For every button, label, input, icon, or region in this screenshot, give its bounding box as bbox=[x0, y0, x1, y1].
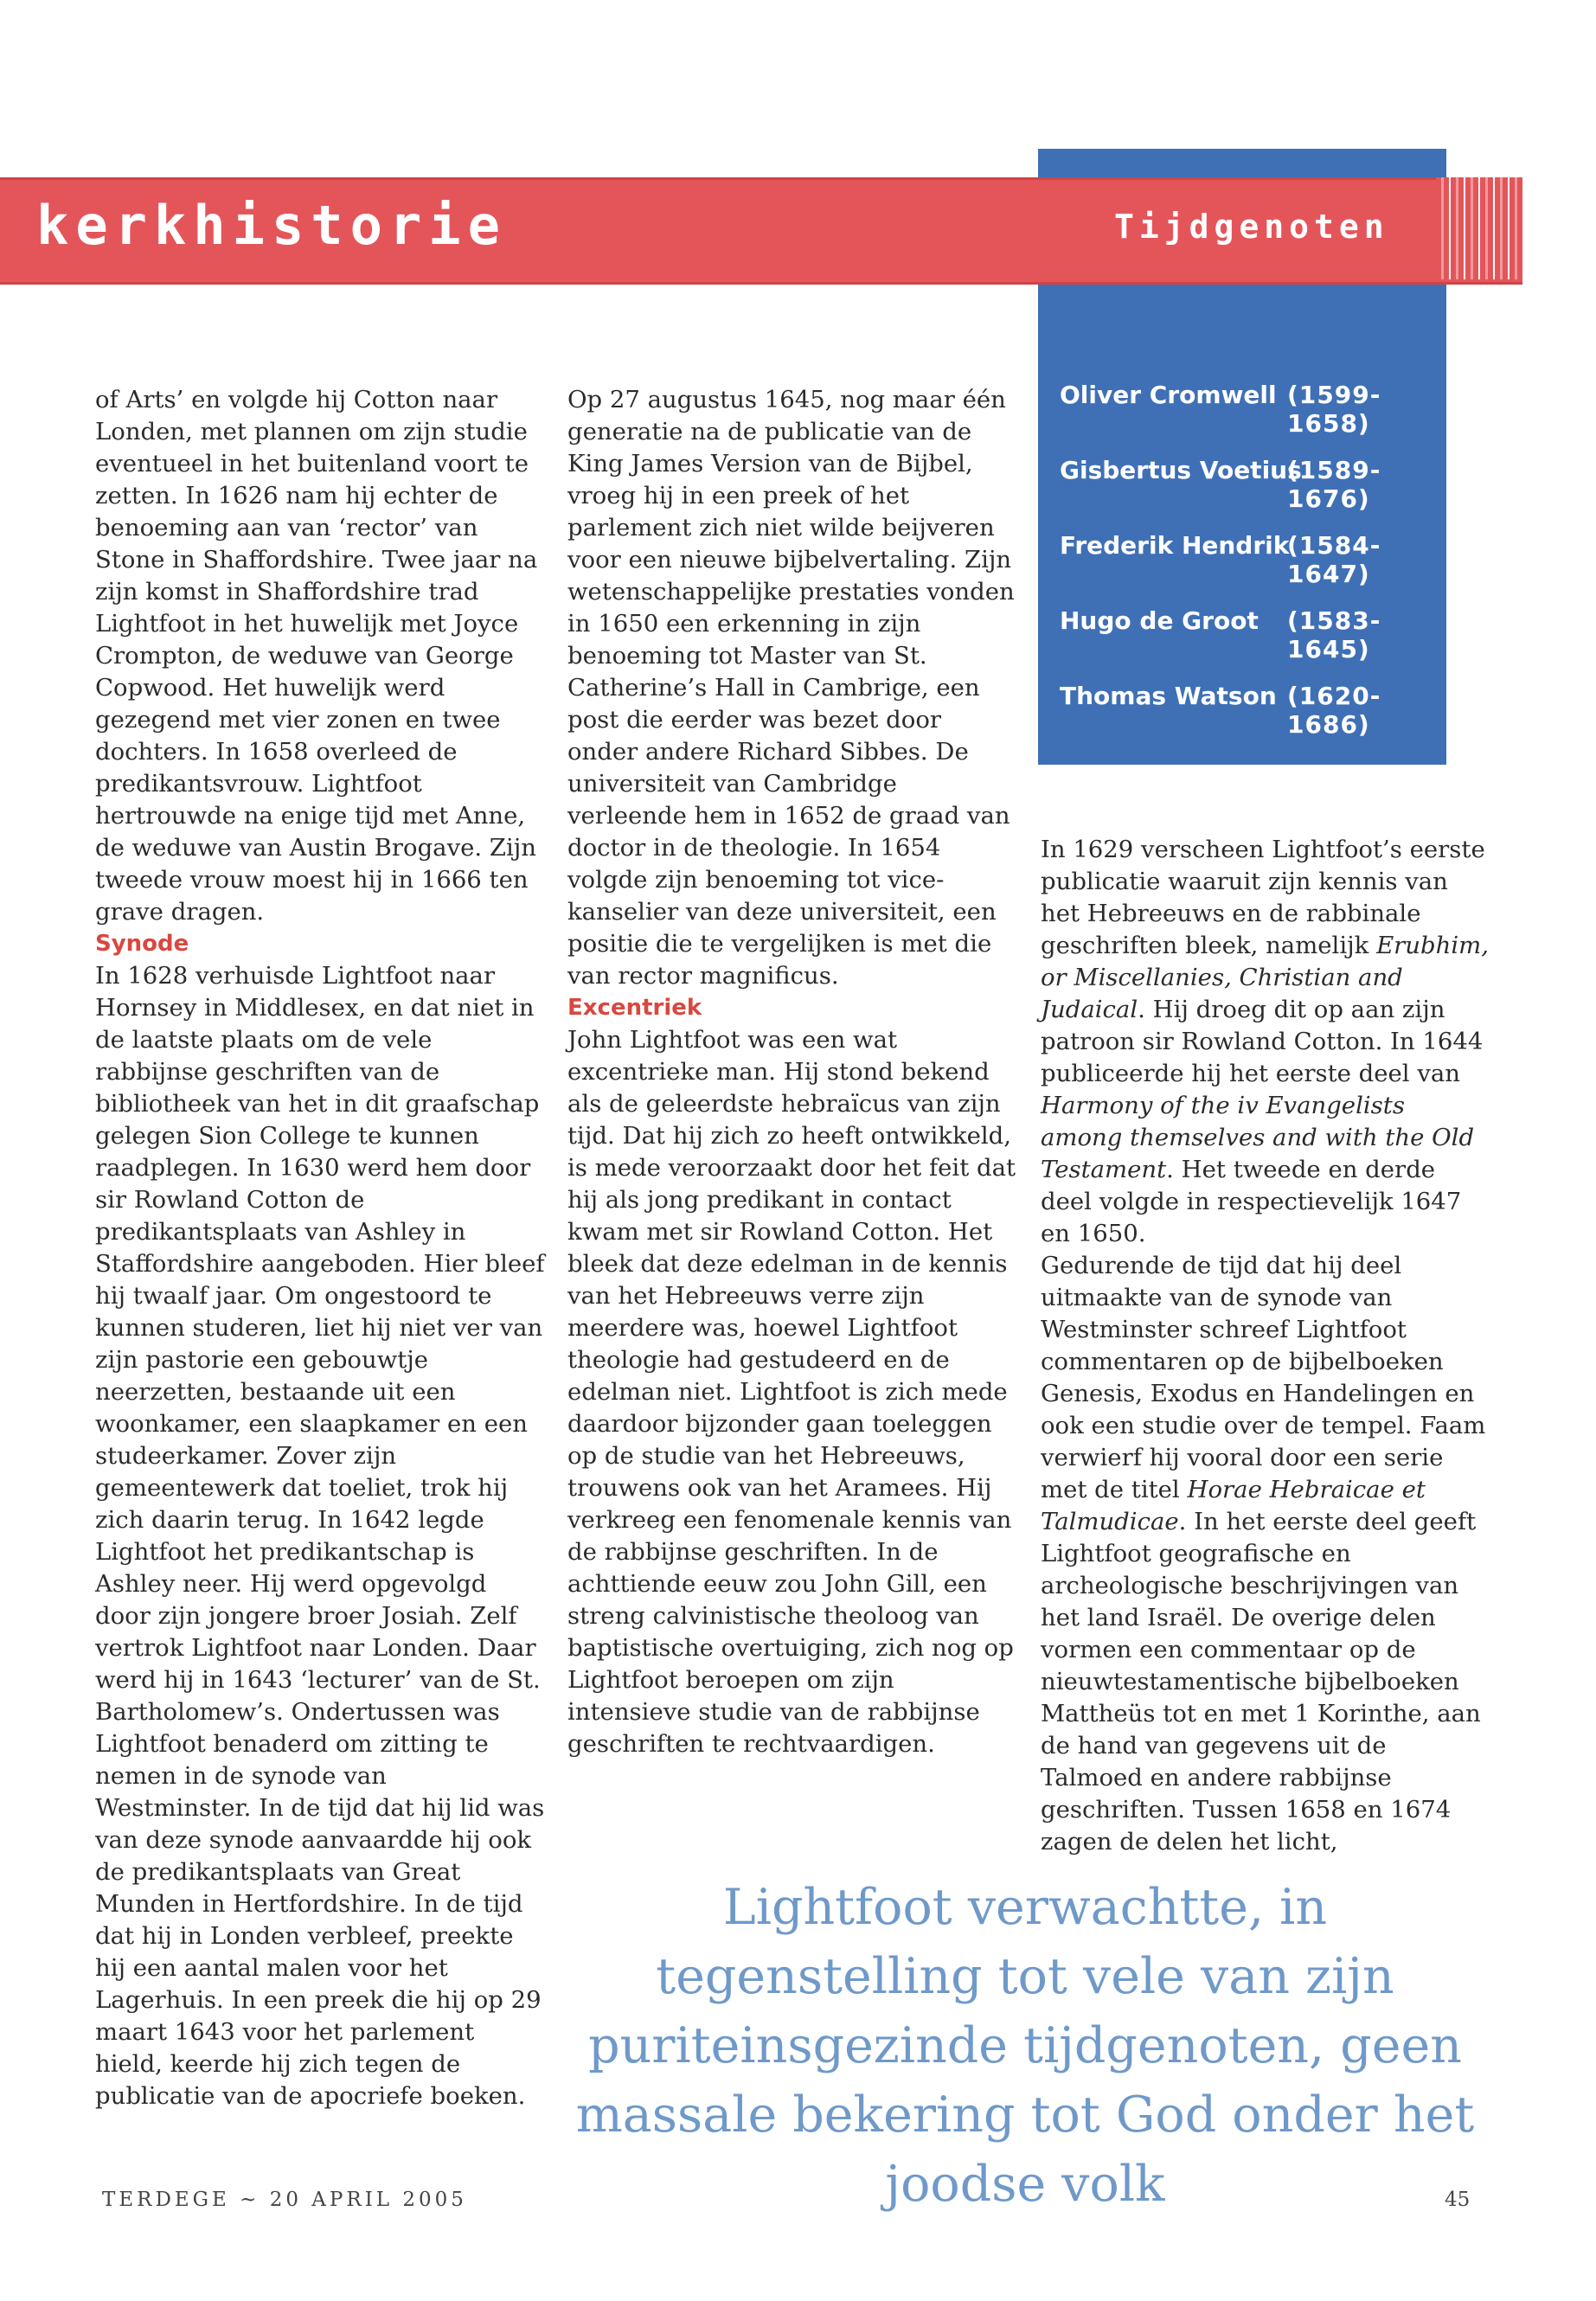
pull-quote: Lightfoot verwachtte, in tegenstelling tot vele van zijn puriteinsgezinde tijdgenoten, geen massale bekering tot God onder het joodse volk bbox=[575, 1879, 1475, 2213]
paragraph bbox=[1041, 834, 1490, 1250]
subheading-synode: Synode bbox=[95, 931, 189, 957]
list-item bbox=[1057, 456, 1438, 531]
list-item bbox=[1057, 381, 1438, 456]
contemporary-name: Hugo de Groot bbox=[1060, 606, 1259, 635]
sidebar-title: Tijdgenoten bbox=[1114, 208, 1389, 246]
contemporary-years: (1584-1647) bbox=[1287, 531, 1381, 588]
paragraph: Op 27 augustus 1645, nog maar één generatie na de publicatie van de King James Version van de Bijbel, vroeg hij in een preek of het parlement zich niet wilde beijveren voor een nieuwe bijbelvertaling. Zijn wetenschappelijke prestaties vonden in 1650 een erkenning in zijn benoeming tot Master van St. Catherine’s Hall in Cambrige, een post die eerder was bezet door onder andere Richard Sibbes. De universiteit van Cambridge verleende hem in 1652 de graad van doctor in de theologie. In 1654 volgde zijn benoeming tot vice-kanselier van deze universiteit, een positie die te vergelijken is met die van rector magnificus. bbox=[567, 386, 1015, 990]
contemporary-years: (1589-1676) bbox=[1287, 456, 1381, 513]
footer-publication: TERDEGE ~ 20 APRIL 2005 bbox=[102, 2189, 467, 2211]
paragraph bbox=[1041, 1250, 1490, 1858]
article-column-1 bbox=[95, 384, 545, 2112]
list-item bbox=[1057, 606, 1438, 682]
text-run: . In het eerste deel geeft Lightfoot geografische en archeologische beschrijvingen van het land Israël. De overige delen vormen een commentaar op de nieuwtestamentische bijbelboeken Mattheüs tot en met 1 Korinthe, aan de hand van gegevens uit de Talmoed en andere rabbijnse geschriften. Tussen 1658 en 1674 zagen de delen het licht, bbox=[1041, 1508, 1481, 1856]
section-title: kerkhistorie bbox=[36, 194, 507, 257]
contemporary-years: (1620-1686) bbox=[1287, 682, 1381, 739]
contemporary-years: (1599-1658) bbox=[1287, 381, 1381, 438]
subheading-excentriek: Excentriek bbox=[567, 995, 702, 1021]
page-number: 45 bbox=[1445, 2189, 1471, 2211]
article-column-2 bbox=[567, 384, 1017, 1760]
paragraph: of Arts’ en volgde hij Cotton naar Londen, met plannen om zijn studie eventueel in het buitenland voort te zetten. In 1626 nam hij echter de benoeming aan van ‘rector’ van Stone in Shaffordshire. Twee jaar na zijn komst in Shaffordshire trad Lightfoot in het huwelijk met Joyce Crompton, de weduwe van George Copwood. Het huwelijk werd gezegend met vier zonen en twee dochters. In 1658 overleed de predikantsvrouw. Lightfoot hertrouwde na enige tijd met Anne, de weduwe van Austin Brogave. Zijn tweede vrouw moest hij in 1666 ten grave dragen. bbox=[95, 386, 538, 926]
text-run: Gedurende de tijd dat hij deel uitmaakte van de synode van Westminster schreef Lightfoot commentaren op de bijbelboeken Genesis, Exodus en Handelingen en ook een studie over de tempel. Faam verwierf hij vooral door een serie met de titel bbox=[1041, 1252, 1486, 1503]
contemporary-name: Frederik Hendrik bbox=[1060, 531, 1290, 560]
contemporaries-list bbox=[1057, 381, 1438, 757]
contemporary-name: Oliver Cromwell bbox=[1060, 381, 1277, 409]
text-run: . Hij droeg dit op aan zijn patroon sir Rowland Cotton. In 1644 publiceerde hij het eerste deel van bbox=[1041, 996, 1484, 1087]
list-item bbox=[1057, 682, 1438, 757]
paragraph: In 1628 verhuisde Lightfoot naar Hornsey in Middlesex, en dat niet in de laatste plaats om de vele rabbijnse geschriften van de bibliotheek van het in dit graafschap gelegen Sion College te kunnen raadplegen. In 1630 werd hem door sir Rowland Cotton de predikantsplaats van Ashley in Staffordshire aangeboden. Hier bleef hij twaalf jaar. Om ongestoord te kunnen studeren, liet hij niet ver van zijn pastorie een gebouwtje neerzetten, bestaande uit een woonkamer, een slaapkamer en een studeerkamer. Zover zijn gemeentewerk dat toeliet, trok hij zich daarin terug. In 1642 legde Lightfoot het predikantschap is Ashley neer. Hij werd opgevolgd door zijn jongere broer Josiah. Zelf vertrok Lightfoot naar Londen. Daar werd hij in 1643 ‘lecturer’ van de St. Bartholomew’s. Ondertussen was Lightfoot benaderd om zitting te nemen in de synode van Westminster. In de tijd dat hij lid was van deze synode aanvaardde hij ook de predikantsplaats van Great Munden in Hertfordshire. In de tijd dat hij in Londen verbleef, preekte hij een aantal malen voor het Lagerhuis. In een preek die hij op 29 maart 1643 voor het parlement hield, keerde hij zich tegen de publicatie van de apocriefe boeken. bbox=[95, 962, 545, 2110]
contemporary-years: (1583-1645) bbox=[1287, 606, 1381, 663]
contemporary-name: Gisbertus Voetius bbox=[1060, 456, 1302, 484]
text-run: . Het tweede en derde deel volgde in respectievelijk 1647 en 1650. bbox=[1041, 1156, 1462, 1247]
article-column-3 bbox=[1041, 834, 1490, 1858]
book-title: Harmony of the iv Evangelists among themselves and with the Old Testament bbox=[1041, 1092, 1475, 1183]
list-item bbox=[1057, 531, 1438, 606]
paragraph: John Lightfoot was een wat excentrieke man. Hij stond bekend als de geleerdste hebraïcus van zijn tijd. Dat hij zich zo heeft ontwikkeld, is mede veroorzaakt door het feit dat hij als jong predikant in contact kwam met sir Rowland Cotton. Het bleek dat deze edelman in de kennis van het Hebreeuws verre zijn meerdere was, hoewel Lightfoot theologie had gestudeerd en de edelman niet. Lightfoot is zich mede daardoor bijzonder gaan toeleggen op de studie van het Hebreeuws, trouwens ook van het Aramees. Hij verkreeg een fenomenale kennis van de rabbijnse geschriften. In de achttiende eeuw zou John Gill, een streng calvinistische theoloog van baptistische overtuiging, zich nog op Lightfoot beroepen om zijn intensieve studie van de rabbijnse geschriften te rechtvaardigen. bbox=[567, 1026, 1016, 1758]
book-title: Erubhim, or Miscellanies, Christian and Judaical bbox=[1041, 932, 1489, 1023]
book-title: Horae Hebraicae et Talmudicae bbox=[1041, 1476, 1426, 1535]
text-run: In 1629 verscheen Lightfoot’s eerste publicatie waaruit zijn kennis van het Hebreeuws en de rabbinale geschriften bleek, namelijk bbox=[1041, 836, 1485, 959]
contemporary-name: Thomas Watson bbox=[1060, 682, 1277, 710]
header-band-frayed-edge bbox=[1436, 177, 1522, 279]
